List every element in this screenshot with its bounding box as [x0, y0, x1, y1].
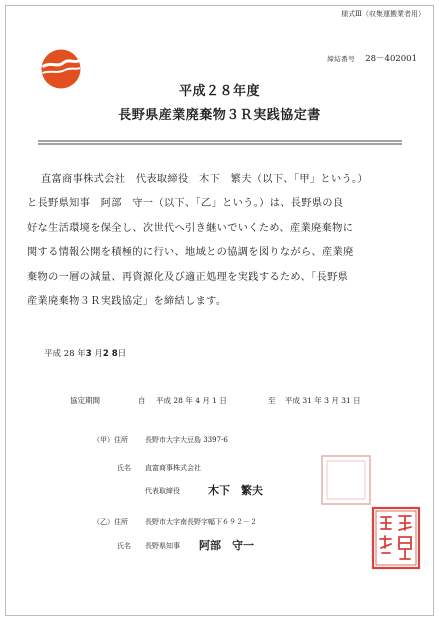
- party-a-address: 長野市大字大豆島 3397-6: [145, 436, 228, 444]
- contract-number-label: 締結番号: [327, 55, 356, 63]
- period-from: 平成 28 年 4 月 1 日: [156, 396, 227, 405]
- contract-number-value: 28－402001: [365, 54, 417, 64]
- form-label: 様式Ⅲ（収集運搬業者用）: [341, 10, 425, 18]
- body-line: 棄物の一層の減量、再資源化及び適正処理を実践するため、「長野県: [27, 271, 349, 283]
- party-b-title: 長野県知事: [145, 542, 180, 550]
- party-a-title: 代表取締役: [145, 487, 180, 495]
- period-to: 平成 31 年 3 月 31 日: [285, 396, 361, 405]
- party-a-representative: 木下 繁夫: [208, 484, 263, 497]
- period-from-label: 自: [138, 396, 146, 405]
- contract-number: [327, 52, 417, 64]
- party-b-address-label: （乙）住所: [93, 518, 128, 526]
- handwritten-month: 3: [85, 349, 92, 359]
- governor-seal-icon: [371, 506, 421, 570]
- company-seal-icon: [318, 452, 374, 508]
- party-b-representative: 阿部 守一: [199, 539, 254, 552]
- body-line: 直富商事株式会社 代表取締役 木下 繁夫（以下、「甲」という。）: [41, 174, 368, 185]
- party-a-address-label: （甲）住所: [93, 436, 128, 444]
- body-line: 産業廃棄物３Ｒ実践協定」を締結します。: [27, 296, 227, 308]
- title-year: 平成２８年度: [178, 84, 260, 99]
- agreement-body: [27, 168, 412, 314]
- signing-date: 平成 28 年3 月2 8日: [44, 349, 127, 359]
- title-divider: [38, 138, 402, 148]
- party-b-address: 長野市大字南長野字幅下６９２－２: [145, 518, 257, 526]
- body-line: 関する情報公開を積極的に行い、地域との協調を図りながら、産業廃: [27, 247, 354, 259]
- party-b-name-label: 氏名: [117, 542, 131, 550]
- handwritten-day: 2 8: [102, 349, 118, 359]
- body-line: と長野県知事 阿部 守一（以下、「乙」という。）は、長野県の良: [27, 198, 344, 210]
- period-to-label: 至: [268, 396, 276, 405]
- period-label: 協定期間: [70, 396, 100, 405]
- body-line: 好な生活環境を保全し、次世代へ引き継いでいくため、産業廃棄物に: [27, 222, 354, 234]
- party-a-name-label: 氏名: [117, 464, 131, 472]
- party-a-company: 直富商事株式会社: [145, 464, 201, 472]
- page-title: 長野県産業廃棄物３Ｒ実践協定書: [118, 108, 321, 123]
